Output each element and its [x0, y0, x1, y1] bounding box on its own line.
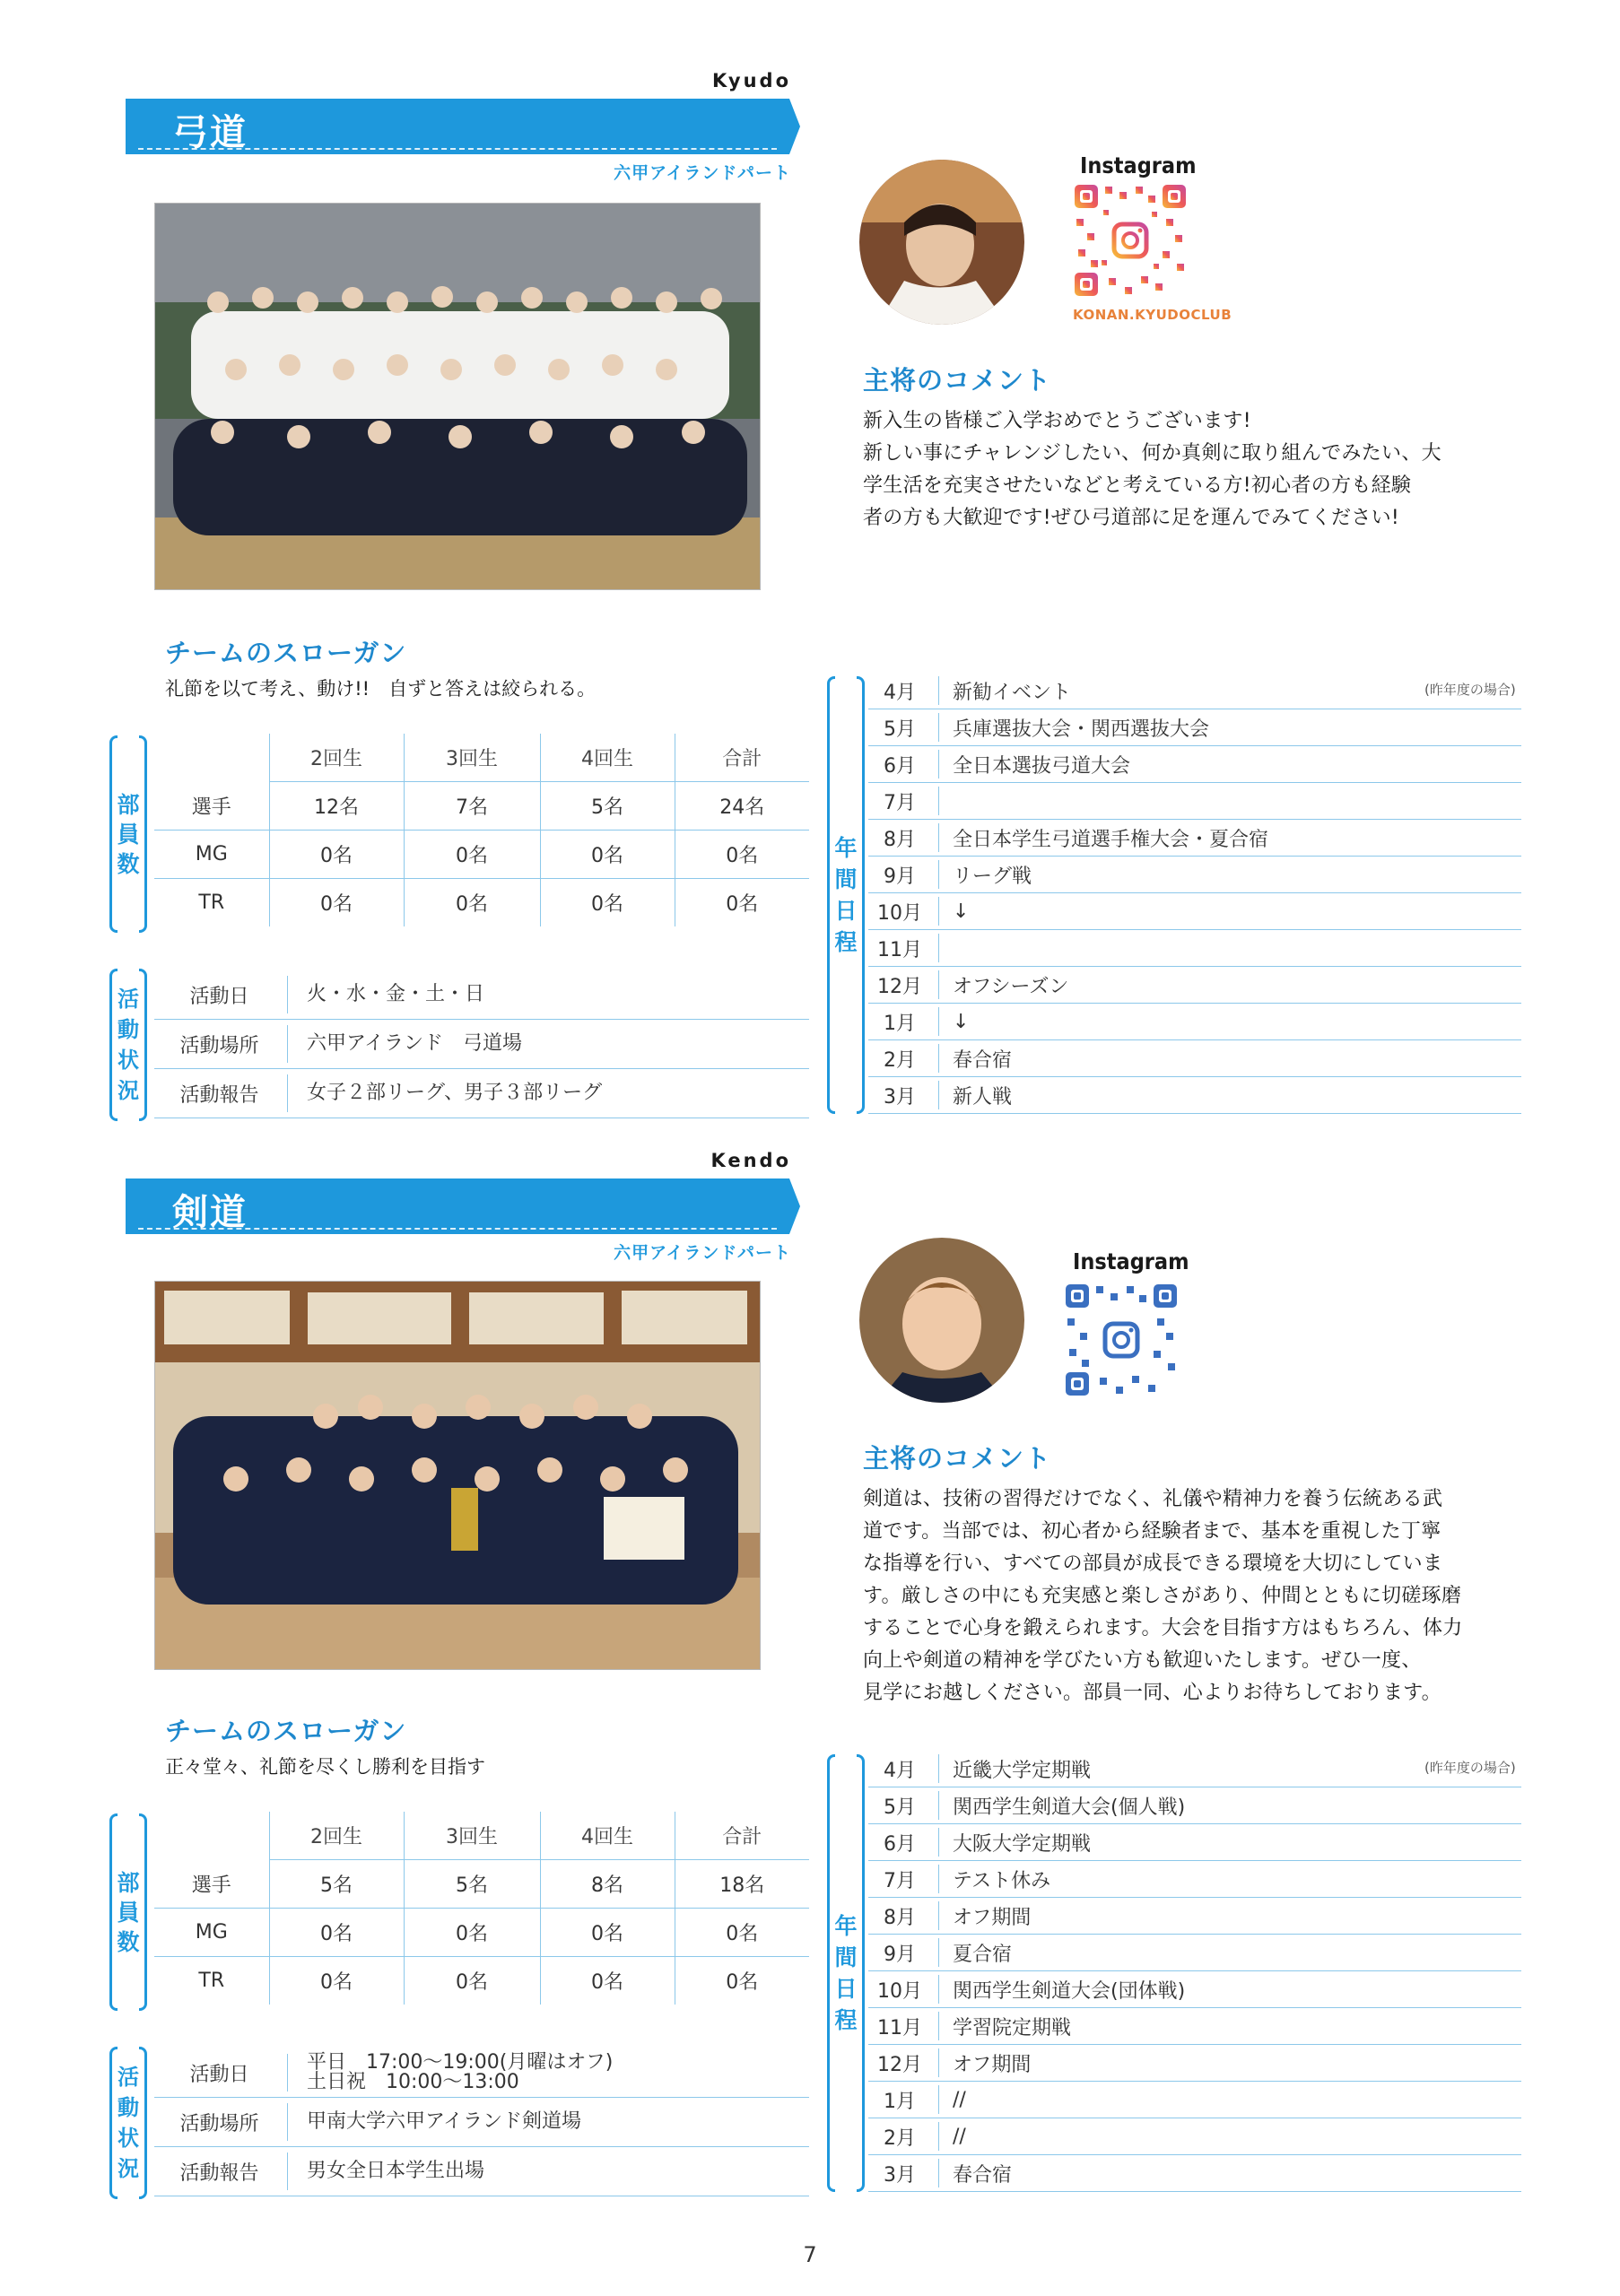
schedule-row: [868, 1751, 1521, 1787]
schedule-label: 年 間 日 程: [827, 1754, 865, 2192]
schedule-event: 兵庫選抜大会・関西選抜大会: [953, 718, 1210, 741]
slogan-text: 礼節を以て考え、動け!! 自ずと答えは絞られる。: [165, 678, 597, 700]
schedule-row: [868, 2118, 1521, 2155]
schedule-event: オフ期間: [953, 1906, 1032, 1929]
schedule-month: 11月: [877, 938, 922, 961]
comment-heading: 主将のコメント: [863, 1443, 1052, 1474]
section-eng-title: Kendo: [710, 1150, 791, 1171]
schedule-month: 6月: [884, 1832, 916, 1856]
schedule-row: [868, 1898, 1521, 1935]
activity-row-report: 活動報告 男女全日本学生出場: [154, 2147, 809, 2196]
schedule-row: [868, 2155, 1521, 2192]
slogan-text: 正々堂々、礼節を尽くし勝利を目指す: [165, 1756, 485, 1778]
table-row: MG 0名 0名 0名 0名: [154, 831, 809, 879]
activity-label: 活 動 状 況: [109, 2047, 147, 2199]
schedule-row: [868, 673, 1521, 709]
schedule-month: 6月: [884, 754, 916, 778]
members-header-row: 2回生 3回生 4回生 合計: [154, 734, 809, 782]
schedule-event: 全日本選抜弓道大会: [953, 754, 1131, 778]
team-photo: [154, 1281, 761, 1670]
table-row: 選手 12名 7名 5名 24名: [154, 782, 809, 831]
schedule-row: [868, 709, 1521, 746]
schedule-month: 1月: [884, 1012, 916, 1035]
schedule-month: 10月: [877, 901, 922, 925]
schedule-month: 8月: [884, 1906, 916, 1929]
schedule-event: 春合宿: [953, 1048, 1013, 1072]
schedule-row: [868, 1971, 1521, 2008]
schedule-month: 9月: [884, 865, 916, 888]
section-title-band: [126, 1178, 789, 1234]
section-eng-title: Kyudo: [711, 70, 791, 91]
schedule-month: 4月: [884, 681, 916, 704]
instagram-label: Instagram: [1073, 1248, 1189, 1274]
schedule-event: テスト休み: [953, 1869, 1051, 1892]
schedule-event: リーグ戦: [953, 865, 1032, 888]
activity-row-place: 活動場所 六甲アイランド 弓道場: [154, 1020, 809, 1069]
schedule-month: 2月: [884, 2126, 916, 2150]
activity-row-days: 活動日 平日 17:00～19:00(月曜はオフ) 土日祝 10:00～13:00: [154, 2048, 809, 2098]
table-row: TR 0名 0名 0名 0名: [154, 879, 809, 927]
schedule-event: 春合宿: [953, 2163, 1013, 2187]
instagram-handle: KONAN.KYUDOCLUB: [1073, 307, 1232, 323]
schedule-row: [868, 1787, 1521, 1824]
page-number: 7: [803, 2242, 817, 2267]
captain-comment: 新入生の皆様ご入学おめでとうございます! 新しい事にチャレンジしたい、何か真剣に取り組んでみたい、大 学生活を充実させたいなどと考えている方!初心者の方も経験 者の方も大歓迎です!ぜひ弓道部に足を運んでみてください!: [863, 410, 1441, 529]
schedule-event: 関西学生剣道大会(個人戦): [953, 1796, 1186, 1819]
schedule-event: オフ期間: [953, 2053, 1032, 2076]
schedule-event: 近畿大学定期戦: [953, 1759, 1092, 1782]
table-row: 選手 5名 5名 8名 18名: [154, 1860, 809, 1909]
activity-row-days: 活動日 火・水・金・土・日: [154, 970, 809, 1020]
schedule-event: 学習院定期戦: [953, 2016, 1072, 2039]
schedule-event: 関西学生剣道大会(団体戦): [953, 1979, 1186, 2003]
comment-heading: 主将のコメント: [863, 365, 1052, 396]
schedule-row: [868, 893, 1521, 930]
schedule-row: [868, 930, 1521, 967]
schedule-month: 8月: [884, 828, 916, 851]
schedule-month: 12月: [877, 975, 922, 998]
schedule-month: 3月: [884, 1085, 916, 1109]
schedule-event: オフシーズン: [953, 975, 1069, 998]
schedule-month: 3月: [884, 2163, 916, 2187]
table-row: MG 0名 0名 0名 0名: [154, 1909, 809, 1957]
location-label: 六甲アイランドパート: [614, 163, 791, 183]
schedule-month: 1月: [884, 2090, 916, 2113]
schedule-row: [868, 1824, 1521, 1861]
members-label: 部 員 数: [109, 1813, 147, 2011]
schedule-note: (昨年度の場合): [1424, 1760, 1516, 1776]
section-title: 剣道: [172, 1192, 248, 1233]
schedule-month: 2月: [884, 1048, 916, 1072]
schedule-row: [868, 1077, 1521, 1114]
schedule-row: [868, 2082, 1521, 2118]
slogan-heading: チームのスローガン: [165, 638, 407, 668]
activity-row-place: 活動場所 甲南大学六甲アイランド剣道場: [154, 2098, 809, 2147]
schedule-event: //: [953, 2125, 966, 2148]
schedule-row: [868, 820, 1521, 857]
schedule-row: [868, 1004, 1521, 1040]
members-table: [154, 1812, 809, 2005]
schedule-row: [868, 1861, 1521, 1898]
slogan-heading: チームのスローガン: [165, 1716, 407, 1746]
table-row: TR 0名 0名 0名 0名: [154, 1957, 809, 2005]
schedule-month: 5月: [884, 1796, 916, 1819]
schedule-event: 全日本学生弓道選手権大会・夏合宿: [953, 828, 1269, 851]
schedule-row: [868, 2045, 1521, 2082]
schedule-row: [868, 1040, 1521, 1077]
schedule-month: 7月: [884, 791, 916, 814]
captain-photo: [859, 160, 1024, 325]
schedule-row: [868, 967, 1521, 1004]
schedule-month: 10月: [877, 1979, 922, 2003]
captain-comment: 剣道は、技術の習得だけでなく、礼儀や精神力を養う伝統ある武 道です。当部では、初心者から経験者まで、基本を重視した丁寧 な指導を行い、すべての部員が成長できる環境を大切にしていま す。厳しさの中にも充実感と楽しさがあり、仲間とともに切磋琢磨 することで心身を鍛えられます。大会を目指す方はもちろん、体力 向上や剣道の精神を学びたい方も歓迎いたします。ぜひ一度、 見学にお越しください。部員一同、心よりお待ちしております。: [863, 1488, 1463, 1704]
schedule-label: 年 間 日 程: [827, 676, 865, 1114]
schedule-month: 12月: [877, 2053, 922, 2076]
schedule-month: 7月: [884, 1869, 916, 1892]
schedule-row: [868, 2008, 1521, 2045]
members-header-row: 2回生 3回生 4回生 合計: [154, 1812, 809, 1860]
schedule-event: ↓: [953, 1010, 970, 1033]
team-photo: [154, 203, 761, 590]
members-table: [154, 734, 809, 926]
schedule-event: ↓: [953, 900, 970, 923]
schedule-row: [868, 1935, 1521, 1971]
schedule-month: 11月: [877, 2016, 922, 2039]
instagram-qr-code[interactable]: [1073, 183, 1188, 298]
schedule-row: [868, 746, 1521, 783]
schedule-event: 新勧イベント: [953, 681, 1072, 704]
schedule-note: (昨年度の場合): [1424, 682, 1516, 698]
schedule-row: [868, 857, 1521, 893]
schedule-month: 4月: [884, 1759, 916, 1782]
schedule-event: 新人戦: [953, 1085, 1013, 1109]
schedule-month: 9月: [884, 1943, 916, 1966]
schedule-month: 5月: [884, 718, 916, 741]
schedule-event: 夏合宿: [953, 1943, 1013, 1966]
instagram-qr-code[interactable]: [1064, 1283, 1179, 1397]
captain-photo: [859, 1238, 1024, 1403]
schedule-event: //: [953, 2088, 966, 2111]
location-label: 六甲アイランドパート: [614, 1243, 791, 1263]
members-label: 部 員 数: [109, 735, 147, 933]
activity-row-report: 活動報告 女子２部リーグ、男子３部リーグ: [154, 1069, 809, 1118]
schedule-event: 大阪大学定期戦: [953, 1832, 1092, 1856]
section-title: 弓道: [172, 112, 248, 153]
instagram-label: Instagram: [1080, 152, 1197, 178]
section-title-band: [126, 99, 789, 154]
schedule-row: [868, 783, 1521, 820]
activity-label: 活 動 状 況: [109, 969, 147, 1121]
